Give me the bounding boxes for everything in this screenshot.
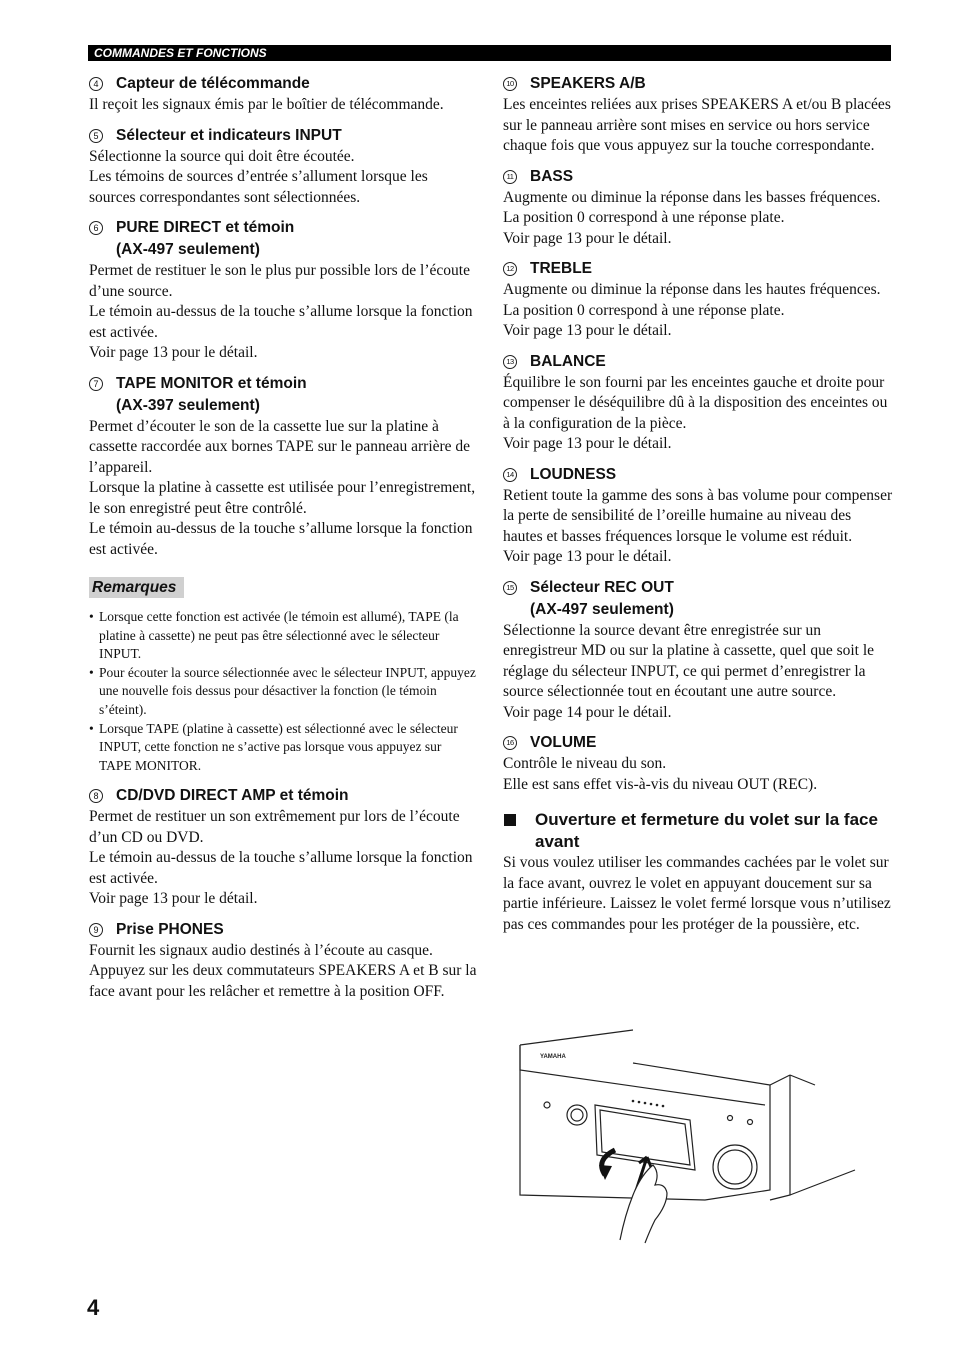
section-body: Sélectionne la source qui doit être écoutée. Les témoins de sources d’entrée s’allument lorsque les sources correspondantes sont sélectionnées. xyxy=(89,147,428,206)
section-header-bar: COMMANDES ET FONCTIONS xyxy=(88,45,891,61)
section-body: Fournit les signaux audio destinés à l’écoute au casque. Appuyez sur les deux commutateurs SPEAKERS A et B sur la face avant pour les relâcher et remettre à la position OFF. xyxy=(89,941,477,1000)
number-badge: 12 xyxy=(503,262,517,276)
section-heading: 4 Capteur de télécommande xyxy=(89,73,477,95)
section-heading: 7 TAPE MONITOR et témoin (AX-397 seulement) xyxy=(89,373,477,417)
number-badge: 15 xyxy=(503,581,517,595)
number-badge: 8 xyxy=(89,789,103,803)
section-phones xyxy=(89,919,477,1003)
section-body: Sélectionne la source devant être enregistrée sur un enregistreur MD ou sur la platine à cassette, quel que soit le réglage du sélecteur INPUT, ce qui permet d’enregistrer la source sélectionnée tout en écoutant une autre source. Voir page 14 pour le détail. xyxy=(503,621,875,721)
section-heading: 11 BASS xyxy=(503,166,893,188)
section-speakers xyxy=(503,73,893,157)
list-item: • Pour écouter la source sélectionnée avec le sélecteur INPUT, appuyez une nouvelle fois dessus pour désactiver la fonction (le témoin s’éteint). xyxy=(89,664,477,720)
section-balance xyxy=(503,351,893,455)
number-badge: 7 xyxy=(89,377,103,391)
number-badge: 9 xyxy=(89,923,103,937)
section-heading: 10 SPEAKERS A/B xyxy=(503,73,893,95)
section-input-selector xyxy=(89,125,477,209)
section-body: Augmente ou diminue la réponse dans les basses fréquences. La position 0 correspond à une réponse plate. Voir page 13 pour le détail. xyxy=(503,188,881,247)
section-body: Retient toute la gamme des sons à bas volume pour compenser la perte de sensibilité de l’oreille humaine au niveau des hautes et basses fréquences lorsque le volume est réduit. Voir page 13 pour le détail. xyxy=(503,486,893,565)
right-column xyxy=(503,73,893,935)
page-number: 4 xyxy=(87,1295,100,1320)
section-heading: 12 TREBLE xyxy=(503,258,893,280)
door-section-body: Si vous voulez utiliser les commandes cachées par le volet sur la face avant, ouvrez le volet en appuyant doucement sur sa partie inférieure. Laissez le volet fermé lorsque vous n’utilisez pas ces commandes pour les protéger de la poussière, etc. xyxy=(503,854,891,933)
section-body: Il reçoit les signaux émis par le boîtier de télécommande. xyxy=(89,96,444,113)
section-body: Équilibre le son fourni par les enceintes gauche et droite pour compenser le déséquilibre dû à la disposition des enceintes ou à la configuration de la pièce. Voir page 13 pour le détail. xyxy=(503,373,888,452)
door-section-heading: Ouverture et fermeture du volet sur la face avant xyxy=(503,809,893,853)
section-volume xyxy=(503,732,893,795)
section-tape-monitor xyxy=(89,373,477,561)
number-badge: 16 xyxy=(503,736,517,750)
list-item: • Lorsque TAPE (platine à cassette) est sélectionné avec le sélecteur INPUT, cette fonction ne s’active pas lorsque vous appuyez sur TAPE MONITOR. xyxy=(89,720,477,776)
number-badge: 4 xyxy=(89,77,103,91)
section-body: Augmente ou diminue la réponse dans les hautes fréquences. La position 0 correspond à une réponse plate. Voir page 13 pour le détail. xyxy=(503,281,881,339)
section-body: Contrôle le niveau du son. Elle est sans effet vis-à-vis du niveau OUT (REC). xyxy=(503,755,818,793)
section-body: Permet de restituer un son extrêmement pur lors de l’écoute d’un CD ou DVD. Le témoin au-dessus de la touche s’allume lorsque la fonction est activée. Voir page 13 pour le détail. xyxy=(89,808,473,908)
number-badge: 10 xyxy=(503,77,517,91)
section-heading: 16 VOLUME xyxy=(503,732,893,754)
number-badge: 11 xyxy=(503,170,517,184)
section-heading: 6 PURE DIRECT et témoin (AX-497 seulement) xyxy=(89,217,477,261)
section-heading: 9 Prise PHONES xyxy=(89,919,477,941)
list-item: • Lorsque cette fonction est activée (le témoin est allumé), TAPE (la platine à cassette) ne peut pas être sélectionné avec le sélecteur INPUT. xyxy=(89,608,477,664)
left-column xyxy=(89,73,477,1011)
section-body: Permet de restituer le son le plus pur possible lors de l’écoute d’une source. Le témoin au-dessus de la touche s’allume lorsque la fonction est activée. Voir page 13 pour le détail. xyxy=(89,262,473,361)
number-badge: 6 xyxy=(89,221,103,235)
notes-title: Remarques xyxy=(89,577,184,598)
front-panel-door-illustration xyxy=(515,1025,860,1245)
section-heading: 15 Sélecteur REC OUT (AX-497 seulement) xyxy=(503,577,893,621)
square-bullet-icon xyxy=(504,814,516,826)
section-bass xyxy=(503,166,893,250)
number-badge: 5 xyxy=(89,129,103,143)
section-body: Les enceintes reliées aux prises SPEAKERS A et/ou B placées sur le panneau arrière sont mises en service ou hors service chaque fois que vous appuyez sur la touche correspondante. xyxy=(503,96,891,154)
section-remote-sensor xyxy=(89,73,477,116)
section-heading: 13 BALANCE xyxy=(503,351,893,373)
section-rec-out xyxy=(503,577,893,724)
notes-list xyxy=(89,608,477,775)
section-heading: 5 Sélecteur et indicateurs INPUT xyxy=(89,125,477,147)
section-heading: 14 LOUDNESS xyxy=(503,464,893,486)
section-cd-dvd-direct xyxy=(89,785,477,910)
section-loudness xyxy=(503,464,893,568)
section-treble xyxy=(503,258,893,342)
number-badge: 14 xyxy=(503,468,517,482)
number-badge: 13 xyxy=(503,355,517,369)
section-body: Permet d’écouter le son de la cassette lue sur la platine à cassette raccordée aux bornes TAPE sur le panneau arrière de l’appareil. Lorsque la platine à cassette est utilisée pour l’enregistrement, le son enregistré peut être contrôlé. Le témoin au-dessus de la touche s’allume lorsque la fonction est activée. xyxy=(89,417,476,558)
section-heading: 8 CD/DVD DIRECT AMP et témoin xyxy=(89,785,477,807)
section-pure-direct xyxy=(89,217,477,364)
logo-text: YAMAHA xyxy=(540,1054,566,1060)
